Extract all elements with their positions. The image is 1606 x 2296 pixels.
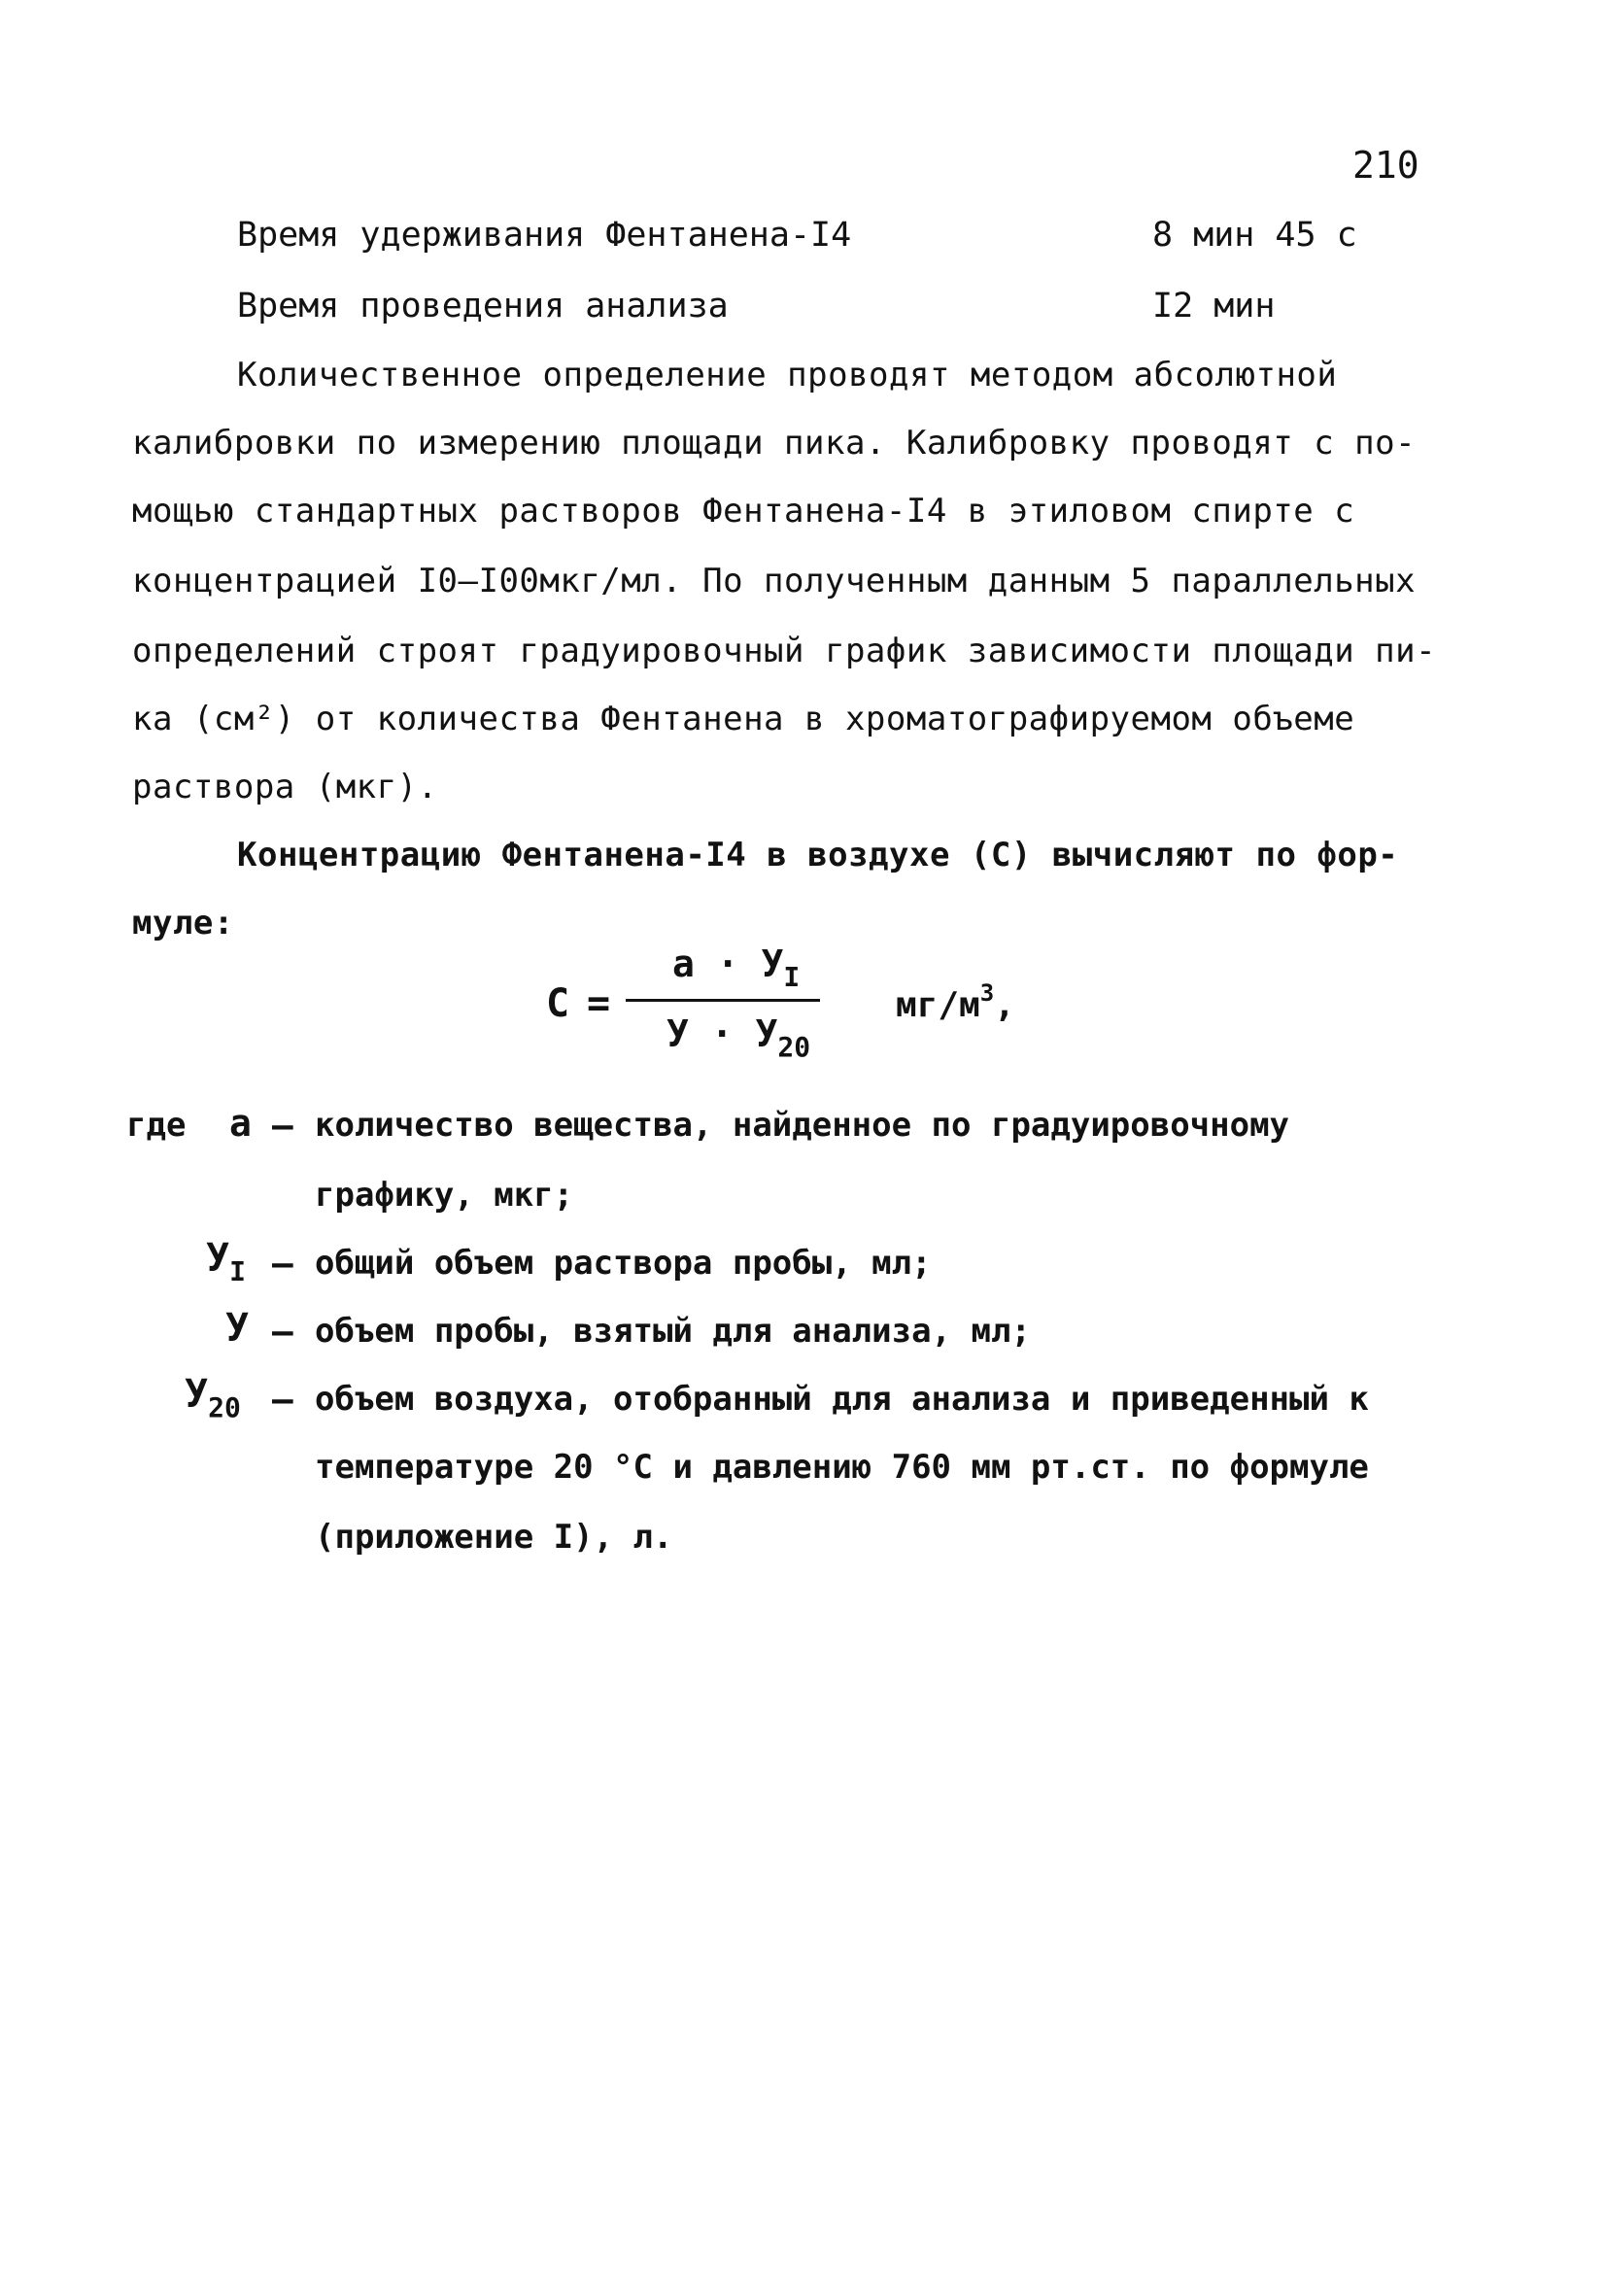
legend-symbol-y: У xyxy=(225,1306,250,1351)
param-value-retention: 8 мин 45 с xyxy=(1152,216,1357,255)
paragraph1-line: калибровки по измерению площади пика. Калибровку проводят с по- xyxy=(132,424,1417,463)
formula-denominator: $У \cdot У_{20}$ xyxy=(666,1012,811,1063)
legend-dash: – xyxy=(272,1380,293,1420)
legend-dash: – xyxy=(272,1106,293,1146)
paragraph1-line: ка (см²) от количества Фентанена в хроматографируемом объеме xyxy=(132,700,1355,738)
legend-text: графику, мкг; xyxy=(315,1176,574,1215)
formula-unit: $мг/м^3$, xyxy=(896,979,1015,1025)
paragraph1-line: Количественное определение проводят методом абсолютной xyxy=(237,356,1338,394)
formula-lhs: С xyxy=(546,981,570,1026)
concentration-formula xyxy=(546,942,1051,1079)
legend-symbol-y20: $У_{20}$ xyxy=(185,1372,241,1423)
legend-text: температуре 20 °С и давлению 760 мм рт.ст. по формуле xyxy=(315,1448,1369,1487)
legend-text: объем воздуха, отобранный для анализа и приведенный к xyxy=(315,1380,1369,1419)
legend-text: общий объем раствора пробы, мл; xyxy=(315,1244,932,1283)
legend-where: где xyxy=(126,1106,187,1145)
paragraph1-line: раствора (мкг). xyxy=(132,768,438,806)
fraction-bar xyxy=(626,999,820,1002)
paragraph2-line: Концентрацию Фентанена-I4 в воздухе (С) вычисляют по фор- xyxy=(237,836,1399,874)
legend-text: (приложение I), л. xyxy=(315,1518,673,1557)
page-number: 210 xyxy=(1352,144,1419,187)
legend-text: количество вещества, найденное по градуировочному xyxy=(315,1106,1290,1145)
legend-dash: – xyxy=(272,1312,293,1352)
legend-symbol-yi: $У_I$ xyxy=(206,1236,246,1287)
param-label-analysis-time: Время проведения анализа xyxy=(237,287,729,326)
paragraph1-line: определений строят градуировочный график зависимости площади пи- xyxy=(132,632,1437,670)
param-value-analysis-time: I2 мин xyxy=(1152,287,1276,326)
param-label-retention: Время удерживания Фентанена-I4 xyxy=(237,216,852,255)
legend-symbol-a: а xyxy=(229,1102,252,1145)
formula-equals: = xyxy=(587,981,611,1026)
paragraph1-line: мощью стандартных растворов Фентанена-I4 в этиловом спирте с xyxy=(132,492,1355,531)
legend-text: объем пробы, взятый для анализа, мл; xyxy=(315,1312,1031,1351)
paragraph2-line: муле: xyxy=(132,904,234,942)
paragraph1-line: концентрацией I0–I00мкг/мл. По полученным данным 5 параллельных xyxy=(132,562,1417,600)
formula-numerator: $а \cdot У_I$ xyxy=(672,942,801,993)
legend-dash: – xyxy=(272,1244,293,1284)
